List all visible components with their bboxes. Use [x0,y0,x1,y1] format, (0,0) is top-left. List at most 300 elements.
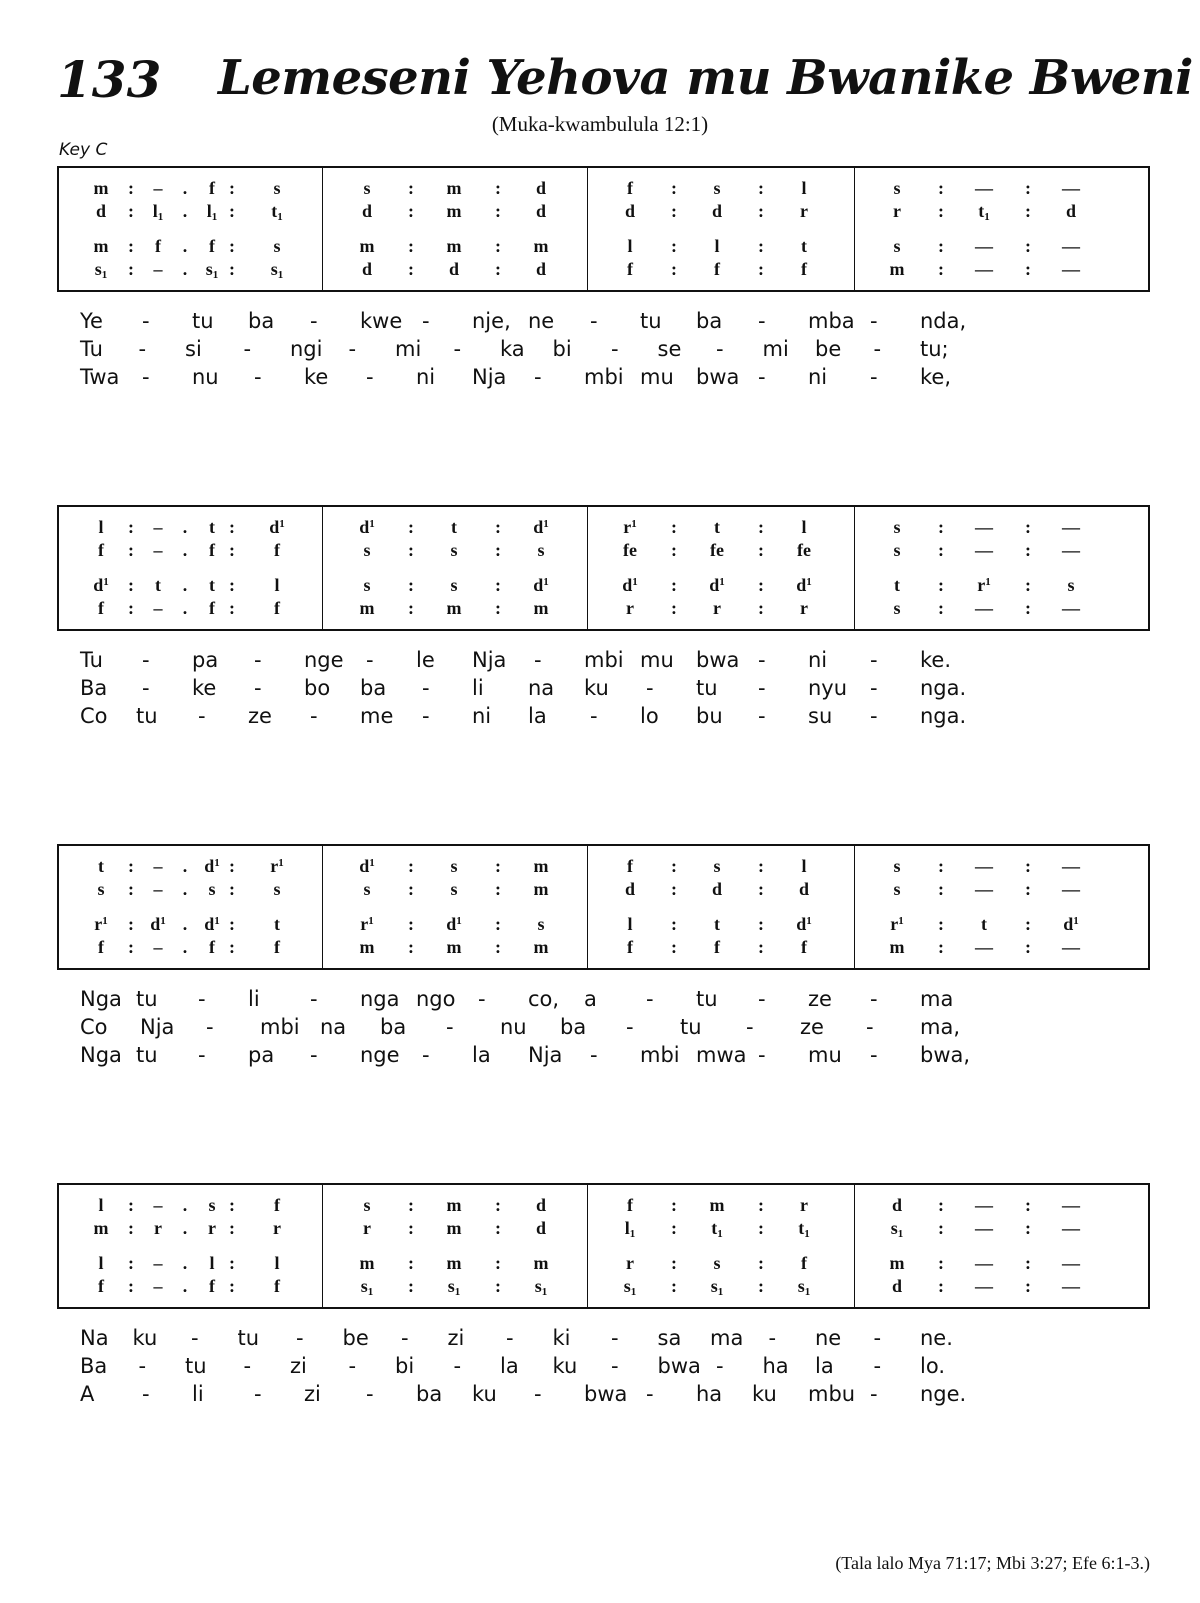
solfa-note: m [533,1253,549,1273]
beat-separator: : [758,914,764,934]
solfa-note: r [626,1253,634,1273]
solfa-note: — [975,236,993,256]
beat-separator: . [182,1195,188,1215]
beat-separator: . [182,259,188,279]
beat-separator: : [229,856,235,876]
beat-separator: : [408,517,414,537]
lyric-syllable: tu [185,1354,207,1378]
solfa-note: f [627,178,633,198]
solfa-note: t [98,856,104,876]
solfa-note: t [209,575,215,595]
solfa-note: d [361,201,372,221]
syllable-hyphen: - [870,309,878,333]
syllable-hyphen: - [453,1354,462,1378]
solfa-note: m [446,598,462,618]
beat-separator: : [229,575,235,595]
bar-line [322,507,323,629]
solfa-note: — [1062,178,1080,198]
beat-separator: : [495,879,501,899]
syllable-hyphen: - [254,648,262,672]
solfa-note: d [535,178,546,198]
solfa-note: m [709,1195,725,1215]
solfa-note: s [713,1253,721,1273]
solfa-note: $d^1$ [1063,914,1079,934]
stave-system-2 [57,505,1150,631]
solfa-note: f [98,598,104,618]
beat-separator: . [182,517,188,537]
solfa-note: l [98,517,104,537]
lyric-syllable: mbu [808,1382,856,1406]
solfa-note: $d^1$ [93,575,109,595]
lyric-syllable: tu [696,676,718,700]
beat-separator: : [229,517,235,537]
bar-line [587,168,588,290]
solfa-note: $l_1$ [206,201,218,223]
solfa-note: f [209,236,215,256]
solfa-note: d [711,879,722,899]
beat-separator: : [938,914,944,934]
solfa-note: f [155,236,161,256]
syllable-hyphen: - [534,648,542,672]
solfa-note: f [627,259,633,279]
solfa-note: f [274,1195,280,1215]
syllable-hyphen: - [646,987,654,1011]
syllable-hyphen: - [453,337,462,361]
solfa-note: fe [710,540,724,560]
solfa-note: — [975,879,993,899]
solfa-note: r [800,1195,808,1215]
lyric-syllable: ku [472,1382,497,1406]
syllable-hyphen: - [758,676,766,700]
solfa-note: $s_1$ [360,1276,374,1298]
bar-line [587,1185,588,1307]
beat-separator: : [408,540,414,560]
syllable-hyphen: - [611,1326,619,1350]
bar-line [854,846,855,968]
solfa-note: — [975,259,993,279]
solfa-note: f [274,598,280,618]
solfa-note: $r^1$ [94,914,108,934]
beat-separator: : [408,201,414,221]
lyric-syllable: be [815,337,842,361]
syllable-hyphen: - [873,1354,882,1378]
solfa-note: m [359,236,375,256]
solfa-note: m [93,236,109,256]
beat-separator: : [128,914,134,934]
solfa-note: l [209,1253,215,1273]
lyric-syllable: na [320,1015,347,1039]
syllable-hyphen: - [758,309,766,333]
lyric-syllable: li [248,987,260,1011]
syllable-hyphen: - [716,337,724,361]
solfa-note: – [153,540,163,560]
solfa-note: m [533,598,549,618]
lyric-syllable: li [192,1382,204,1406]
syllable-hyphen: - [191,1326,199,1350]
bar-line [322,1185,323,1307]
lyric-syllable: lo [640,704,659,728]
beat-separator: : [671,540,677,560]
syllable-hyphen: - [366,1382,374,1406]
beat-separator: : [229,1218,235,1238]
solfa-note: s [450,540,458,560]
beat-separator: : [758,1218,764,1238]
lyric-syllable: su [808,704,833,728]
solfa-note: $t_1$ [798,1218,810,1240]
lyric-syllable: tu; [920,337,949,361]
solfa-note: f [209,937,215,957]
solfa-note: t [274,914,280,934]
beat-separator: : [671,178,677,198]
solfa-note: s [363,540,371,560]
syllable-hyphen: - [870,365,878,389]
solfa-note: — [1062,856,1080,876]
solfa-note: – [153,879,163,899]
solfa-note: m [889,259,905,279]
lyric-syllable: ke [192,676,217,700]
syllable-hyphen: - [626,1015,634,1039]
solfa-note: r [208,1218,216,1238]
solfa-note: f [98,1276,104,1296]
syllable-hyphen: - [870,648,878,672]
solfa-note: s [363,575,371,595]
beat-separator: : [938,178,944,198]
solfa-note: — [1062,1218,1080,1238]
syllable-hyphen: - [758,1043,766,1067]
solfa-note: $d^1$ [796,575,812,595]
lyric-syllable: Ba [80,676,108,700]
beat-separator: : [495,914,501,934]
solfa-note: — [975,540,993,560]
beat-separator: : [128,517,134,537]
beat-separator: . [182,598,188,618]
solfa-note: d [535,201,546,221]
beat-separator: : [938,1253,944,1273]
solfa-note: t [981,914,987,934]
solfa-note: $d^1$ [204,856,220,876]
lyric-syllable: bi [395,1354,415,1378]
lyric-syllable: ni [808,365,828,389]
lyric-syllable: ni [472,704,492,728]
solfa-note: l [274,1253,280,1273]
syllable-hyphen: - [254,1382,262,1406]
lyric-syllable: tu [640,309,662,333]
lyric-syllable: ba [360,676,387,700]
solfa-note: – [153,178,163,198]
solfa-note: $d^1$ [446,914,462,934]
solfa-note: $r^1$ [890,914,904,934]
solfa-note: s [450,879,458,899]
beat-separator: : [229,937,235,957]
beat-separator: : [1025,879,1031,899]
beat-separator: : [1025,914,1031,934]
beat-separator: . [182,914,188,934]
syllable-hyphen: - [758,987,766,1011]
lyric-syllable: be [342,1326,369,1350]
lyric-syllable: ze [800,1015,824,1039]
solfa-note: — [1062,1195,1080,1215]
bar-line [854,507,855,629]
beat-separator: : [1025,575,1031,595]
hymn-title: Lemeseni Yehova mu Bwanike Bweni [218,50,1193,106]
solfa-note: l [801,178,807,198]
lyric-syllable: ba [416,1382,443,1406]
lyric-syllable: ze [808,987,832,1011]
lyric-syllable: bi [552,337,572,361]
solfa-note: f [209,598,215,618]
solfa-note: t [894,575,900,595]
solfa-note: — [1062,879,1080,899]
solfa-note: f [274,937,280,957]
syllable-hyphen: - [366,648,374,672]
beat-separator: : [128,201,134,221]
beat-separator: : [495,598,501,618]
beat-separator: : [671,914,677,934]
beat-separator: : [495,178,501,198]
solfa-note: l [801,517,807,537]
syllable-hyphen: - [296,1326,304,1350]
solfa-note: $d^1$ [622,575,638,595]
syllable-hyphen: - [611,337,619,361]
syllable-hyphen: - [534,1382,542,1406]
solfa-note: r [363,1218,371,1238]
bar-line [854,168,855,290]
solfa-note: m [446,201,462,221]
beat-separator: : [128,1276,134,1296]
lyric-syllable: co, [528,987,560,1011]
beat-separator: : [495,236,501,256]
solfa-note: $r^1$ [360,914,374,934]
beat-separator: . [182,1276,188,1296]
beat-separator: . [182,879,188,899]
lyric-syllable: Nga [80,987,122,1011]
beat-separator: : [128,879,134,899]
beat-separator: : [1025,1253,1031,1273]
syllable-hyphen: - [873,337,882,361]
lyric-syllable: ngo [416,987,456,1011]
syllable-hyphen: - [478,987,486,1011]
beat-separator: : [758,575,764,595]
lyric-syllable: ke [304,365,329,389]
lyric-syllable: tu [136,704,158,728]
syllable-hyphen: - [243,337,252,361]
lyric-syllable: tu [237,1326,260,1350]
lyric-syllable: ke. [920,648,952,672]
solfa-note: s [363,879,371,899]
solfa-note: f [801,1253,807,1273]
beat-separator: : [758,598,764,618]
solfa-note: $d^1$ [359,856,375,876]
lyric-syllable: a [584,987,597,1011]
syllable-hyphen: - [590,1043,598,1067]
beat-separator: : [495,1218,501,1238]
stave-system-1 [57,166,1150,292]
solfa-note: f [627,856,633,876]
solfa-note: $d^1$ [359,517,375,537]
syllable-hyphen: - [646,676,654,700]
solfa-note: s [363,1195,371,1215]
lyric-syllable: tu [136,987,158,1011]
solfa-note: d [1065,201,1076,221]
solfa-note: — [975,1253,993,1273]
solfa-note: m [533,937,549,957]
lyric-syllable: sa [657,1326,682,1350]
solfa-note: m [533,879,549,899]
solfa-note: d [711,201,722,221]
lyric-syllable: tu [696,987,718,1011]
lyric-syllable: ne. [920,1326,953,1350]
lyric-syllable: li [472,676,484,700]
syllable-hyphen: - [870,1043,878,1067]
solfa-note: s [893,540,901,560]
solfa-note: – [153,1195,163,1215]
lyric-syllable: ku [752,1382,777,1406]
solfa-note: — [975,856,993,876]
lyric-syllable: ma [710,1326,744,1350]
beat-separator: . [182,937,188,957]
lyric-syllable: Twa [80,365,120,389]
beat-separator: : [229,259,235,279]
bar-line [587,846,588,968]
lyric-syllable: ki [552,1326,571,1350]
beat-separator: : [1025,937,1031,957]
solfa-note: $s_1$ [270,259,284,281]
syllable-hyphen: - [422,309,430,333]
beat-separator: : [1025,598,1031,618]
lyric-syllable: nge [360,1043,400,1067]
beat-separator: : [408,575,414,595]
solfa-note: f [714,259,720,279]
solfa-note: s [893,598,901,618]
syllable-hyphen: - [446,1015,454,1039]
syllable-hyphen: - [866,1015,874,1039]
hymn-number: 133 [57,50,162,109]
lyric-syllable: ha [762,1354,789,1378]
lyric-syllable: la [815,1354,834,1378]
beat-separator: : [495,1253,501,1273]
beat-separator: : [938,201,944,221]
beat-separator: : [938,517,944,537]
solfa-note: l [801,856,807,876]
syllable-hyphen: - [534,365,542,389]
lyric-syllable: bwa [696,648,740,672]
solfa-note: $r^1$ [623,517,637,537]
beat-separator: : [408,1253,414,1273]
stave-system-4 [57,1183,1150,1309]
solfa-note: l [98,1195,104,1215]
beat-separator: : [671,1195,677,1215]
beat-separator: : [758,259,764,279]
beat-separator: : [128,236,134,256]
solfa-note: — [975,517,993,537]
lyric-syllable: ma, [920,1015,961,1039]
lyric-syllable: mi [395,337,422,361]
solfa-note: – [153,598,163,618]
lyric-syllable: ba [380,1015,407,1039]
lyric-syllable: Ye [80,309,103,333]
beat-separator: . [182,236,188,256]
solfa-note: m [889,1253,905,1273]
solfa-note: $l_1$ [152,201,164,223]
solfa-note: – [153,259,163,279]
beat-separator: : [495,540,501,560]
beat-separator: : [229,914,235,934]
beat-separator: : [671,1253,677,1273]
beat-separator: : [1025,856,1031,876]
beat-separator: : [128,1218,134,1238]
syllable-hyphen: - [348,337,357,361]
solfa-note: t [801,236,807,256]
beat-separator: : [128,598,134,618]
beat-separator: : [938,1276,944,1296]
solfa-note: d [95,201,106,221]
solfa-note: — [1062,937,1080,957]
solfa-note: f [274,540,280,560]
bar-line [322,168,323,290]
beat-separator: : [1025,1218,1031,1238]
solfa-note: $s_1$ [710,1276,724,1298]
solfa-note: – [153,517,163,537]
beat-separator: . [182,1253,188,1273]
lyric-syllable: Nja [472,648,507,672]
stave-system-3 [57,844,1150,970]
footer-references: (Tala lalo Mya 71:17; Mbi 3:27; Efe 6:1-3.) [835,1553,1150,1573]
solfa-note: m [359,937,375,957]
beat-separator: : [408,236,414,256]
solfa-note: d [535,1218,546,1238]
syllable-hyphen: - [758,365,766,389]
lyric-syllable: pa [248,1043,275,1067]
lyric-syllable: mu [640,365,674,389]
lyric-syllable: lo. [920,1354,945,1378]
solfa-note: d [891,1276,902,1296]
solfa-note: $d^1$ [533,575,549,595]
beat-separator: : [229,1276,235,1296]
lyric-syllable: ni [808,648,828,672]
beat-separator: : [671,517,677,537]
syllable-hyphen: - [646,1382,654,1406]
lyric-syllable: ze [248,704,272,728]
bar-line [587,507,588,629]
syllable-hyphen: - [758,704,766,728]
beat-separator: : [229,540,235,560]
solfa-note: f [714,937,720,957]
lyric-syllable: na [528,676,555,700]
beat-separator: : [1025,540,1031,560]
solfa-note: s [537,914,545,934]
solfa-note: r [154,1218,162,1238]
solfa-note: m [446,1218,462,1238]
beat-separator: : [408,259,414,279]
syllable-hyphen: - [138,1354,147,1378]
syllable-hyphen: - [716,1354,724,1378]
beat-separator: : [128,937,134,957]
beat-separator: : [495,517,501,537]
solfa-note: – [153,1276,163,1296]
lyric-syllable: nje, [472,309,511,333]
solfa-note: d [624,201,635,221]
lyric-syllable: Nja [472,365,507,389]
beat-separator: : [1025,517,1031,537]
beat-separator: : [938,598,944,618]
lyric-syllable: ngi [290,337,323,361]
lyric-syllable: me [360,704,394,728]
solfa-note: – [153,937,163,957]
lyric-syllable: mba [808,309,855,333]
lyric-syllable: nga. [920,704,967,728]
lyric-syllable: la [500,1354,519,1378]
syllable-hyphen: - [590,309,598,333]
